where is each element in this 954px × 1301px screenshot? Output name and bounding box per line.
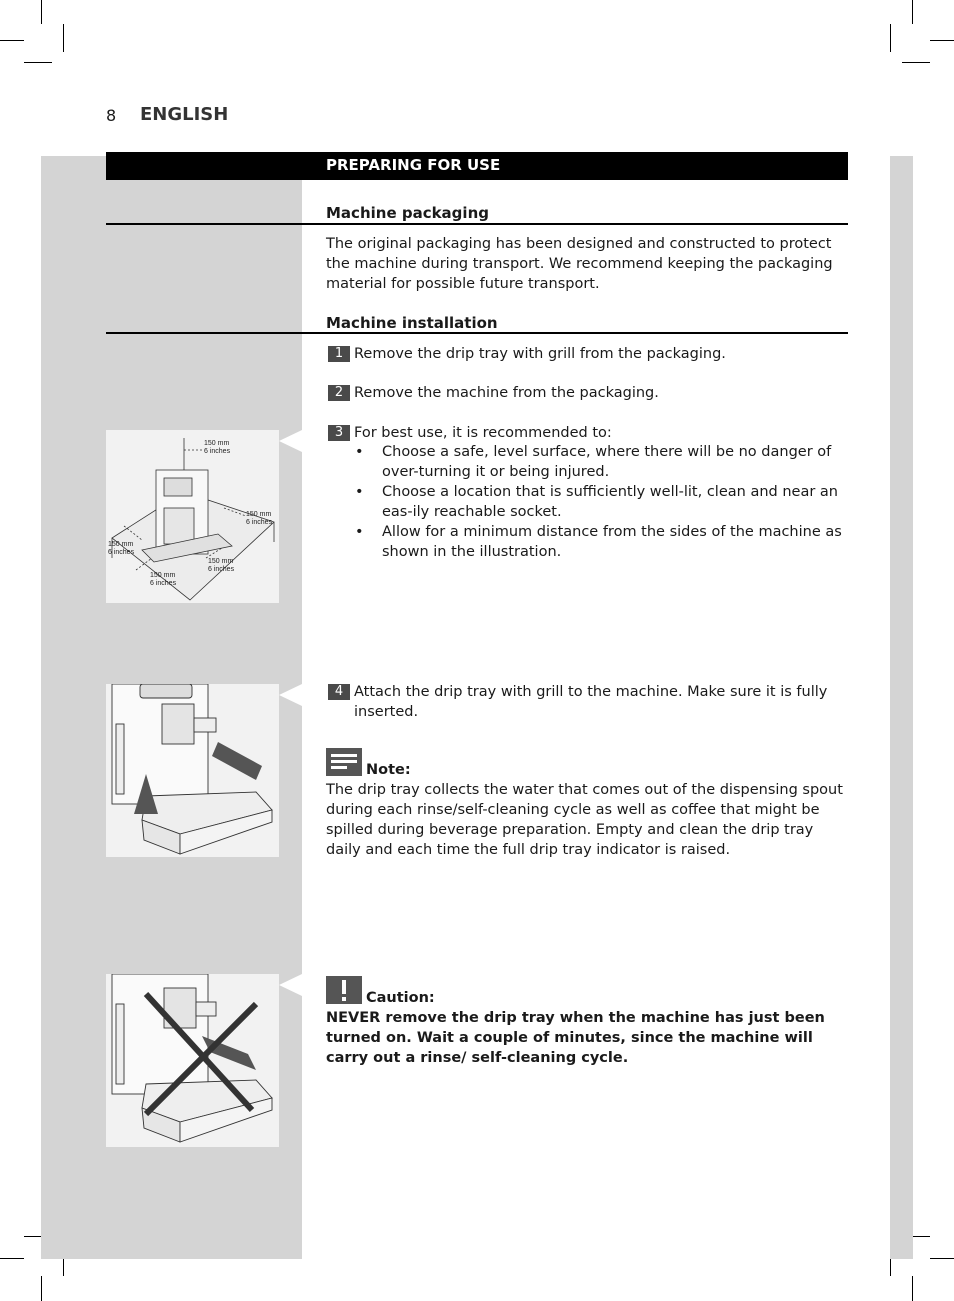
clearance-illustration	[106, 430, 279, 603]
step-1	[328, 344, 851, 364]
clearance-label-inches: 6 inches	[204, 448, 231, 455]
crop-mark	[63, 24, 64, 52]
crop-mark	[890, 24, 891, 52]
step-number: 3	[328, 425, 350, 441]
crop-mark	[41, 0, 42, 24]
section-header-bar	[106, 152, 848, 180]
note-label: Note:	[366, 762, 411, 778]
bullet-text: Choose a safe, level surface, where there will be no danger of over-turning it or being injured.	[382, 444, 832, 480]
step-2	[328, 383, 851, 403]
crop-mark	[930, 1258, 954, 1259]
bullet: •	[355, 524, 364, 540]
caution-label: Caution:	[366, 990, 435, 1006]
bullet-text: Allow for a minimum distance from the sides of the machine as shown in the illustration.	[382, 524, 842, 560]
machine-clearance-drawing	[106, 430, 279, 603]
attach-drip-tray-illustration	[106, 684, 279, 857]
recommendation-list	[352, 442, 848, 562]
crop-mark	[902, 62, 930, 63]
crop-mark	[0, 1258, 24, 1259]
bullet: •	[355, 444, 364, 460]
step-text: For best use, it is recommended to:	[354, 425, 612, 441]
crop-mark	[24, 62, 52, 63]
step-4	[328, 682, 851, 722]
do-not-remove-drawing	[106, 974, 279, 1147]
clearance-label-inches: 6 inches	[208, 566, 235, 573]
clearance-label-inches: 6 inches	[246, 519, 273, 526]
packaging-text: The original packaging has been designed and constructed to protect the machine during transport. We recommend keeping the packaging material for possible future transport.	[326, 236, 833, 292]
step-number: 1	[328, 346, 350, 362]
step-number: 2	[328, 385, 350, 401]
step-text: Remove the machine from the packaging.	[354, 385, 659, 401]
illustration-pointer	[279, 684, 302, 706]
note-icon	[326, 748, 362, 776]
crop-mark	[0, 40, 24, 41]
language-heading: ENGLISH	[140, 104, 229, 125]
step-text: Remove the drip tray with grill from the packaging.	[354, 346, 726, 362]
attach-drip-tray-drawing	[106, 684, 279, 857]
list-item	[352, 442, 848, 482]
section-rule	[106, 332, 848, 334]
do-not-remove-illustration	[106, 974, 279, 1147]
crop-mark	[912, 0, 913, 24]
clearance-label-mm: 150 mm	[204, 440, 230, 447]
illustration-pointer	[279, 430, 302, 452]
page-number: 8	[106, 106, 117, 125]
illustration-pointer	[279, 974, 302, 996]
right-grey-band	[890, 156, 913, 1259]
bullet: •	[355, 484, 364, 500]
caution-text: NEVER remove the drip tray when the machine has just been turned on. Wait a couple of minutes, since the machine will carry out a rinse/ self-cleaning cycle.	[326, 1010, 825, 1066]
list-item	[352, 482, 848, 522]
installation-title: Machine installation	[326, 314, 498, 332]
exclamation-icon	[326, 976, 362, 1004]
clearance-label-mm: 150 mm	[108, 541, 134, 548]
section-rule	[106, 223, 848, 225]
crop-mark	[41, 1276, 42, 1301]
step-number: 4	[328, 684, 350, 700]
bullet-text: Choose a location that is sufficiently well-lit, clean and near an eas-ily reachable socket.	[382, 484, 838, 520]
clearance-label-mm: 150 mm	[246, 511, 272, 518]
step-text: Attach the drip tray with grill to the machine. Make sure it is fully inserted.	[354, 684, 828, 720]
crop-mark	[930, 40, 954, 41]
clearance-label-inches: 6 inches	[150, 580, 177, 587]
note-text: The drip tray collects the water that comes out of the dispensing spout during each rinse/self-cleaning cycle as well as coffee that might be spilled during beverage preparation. Empty and clean the drip tray daily and each time the full drip tray indicator is raised.	[326, 782, 843, 858]
list-item	[352, 522, 848, 562]
step-3	[328, 423, 851, 443]
crop-mark	[912, 1276, 913, 1301]
clearance-label-mm: 150 mm	[150, 572, 176, 579]
clearance-label-mm: 150 mm	[208, 558, 234, 565]
section-title: PREPARING FOR USE	[326, 156, 501, 174]
clearance-label-inches: 6 inches	[108, 549, 135, 556]
packaging-title: Machine packaging	[326, 204, 489, 222]
